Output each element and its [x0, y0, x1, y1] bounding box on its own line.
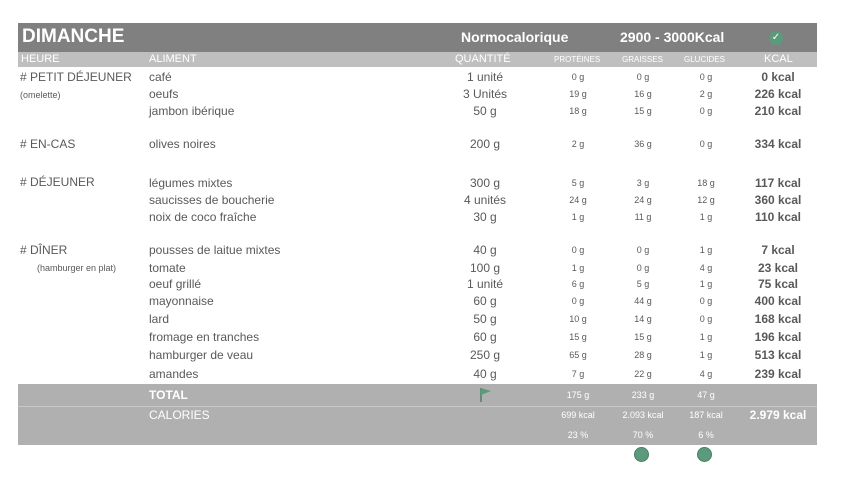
protein: 7 g [571, 369, 585, 379]
quantity: 50 g [473, 312, 497, 326]
quantity: 200 g [469, 137, 501, 151]
kcal: 400 kcal [754, 294, 802, 308]
carbs-percent: 6 % [698, 430, 714, 440]
col-aliment: ALIMENT [149, 53, 197, 65]
carbs: 1 g [699, 350, 713, 360]
diet-type: Normocalorique [461, 29, 569, 45]
quantity: 100 g [469, 261, 501, 275]
meal-note: (omelette) [20, 90, 61, 100]
carbs: 0 g [699, 139, 713, 149]
carbs: 0 g [699, 72, 713, 82]
food-name: oeufs [149, 87, 179, 101]
protein: 19 g [569, 89, 587, 99]
total-carbs: 47 g [697, 390, 715, 400]
carbs: 0 g [699, 314, 713, 324]
quantity: 250 g [469, 348, 501, 362]
carbs: 12 g [697, 195, 715, 205]
total-fat: 233 g [631, 390, 655, 400]
protein: 0 g [571, 296, 585, 306]
food-name: noix de coco fraîche [149, 210, 257, 224]
quantity: 40 g [473, 243, 497, 257]
food-name: hamburger de veau [149, 348, 254, 362]
food-name: saucisses de boucherie [149, 193, 275, 207]
quantity: 40 g [473, 367, 497, 381]
column-header-bar [18, 52, 817, 67]
protein: 0 g [571, 72, 585, 82]
fat: 0 g [636, 245, 650, 255]
green-dot-icon [697, 447, 712, 462]
kcal: 23 kcal [757, 261, 799, 275]
total-protein: 175 g [566, 390, 590, 400]
food-name: tomate [149, 261, 186, 275]
kcal: 513 kcal [754, 348, 802, 362]
fat: 16 g [634, 89, 652, 99]
food-name: légumes mixtes [149, 176, 233, 190]
green-dot-icon [634, 447, 649, 462]
protein: 0 g [571, 245, 585, 255]
fat: 11 g [634, 212, 652, 222]
flag-icon [479, 387, 493, 403]
food-name: lard [149, 312, 170, 326]
food-name: oeuf grillé [149, 277, 202, 291]
protein-percent: 23 % [567, 430, 589, 440]
fat: 22 g [634, 369, 652, 379]
fat-percent: 70 % [632, 430, 654, 440]
carbs: 18 g [697, 178, 715, 188]
quantity: 30 g [473, 210, 497, 224]
protein: 18 g [569, 106, 587, 116]
carbs: 4 g [699, 369, 713, 379]
fat: 14 g [634, 314, 652, 324]
carbs: 2 g [699, 89, 713, 99]
fat: 36 g [634, 139, 652, 149]
food-name: amandes [149, 367, 199, 381]
protein: 5 g [571, 178, 585, 188]
kcal: 334 kcal [754, 137, 802, 151]
col-heure: HEURE [21, 53, 60, 65]
food-name: olives noires [149, 137, 216, 151]
kcal: 0 kcal [761, 70, 795, 84]
kcal-range: 2900 - 3000Kcal [620, 29, 725, 45]
carbs-kcal: 187 kcal [689, 410, 723, 420]
fat-kcal: 2.093 kcal [622, 410, 664, 420]
carbs: 1 g [699, 245, 713, 255]
carbs: 0 g [699, 106, 713, 116]
protein: 65 g [569, 350, 587, 360]
kcal: 196 kcal [754, 330, 802, 344]
carbs: 0 g [699, 296, 713, 306]
food-name: mayonnaise [149, 294, 214, 308]
food-name: café [149, 70, 172, 84]
quantity: 1 unité [466, 70, 504, 84]
col-graisses: GRAISSES [622, 55, 663, 64]
fat: 44 g [634, 296, 652, 306]
meal-note: (hamburger en plat) [37, 263, 117, 273]
protein-kcal: 699 kcal [561, 410, 595, 420]
meal-label: # EN-CAS [20, 137, 76, 151]
quantity: 60 g [473, 294, 497, 308]
totals-divider [18, 406, 817, 407]
food-name: pousses de laitue mixtes [149, 243, 281, 257]
quantity: 50 g [473, 104, 497, 118]
protein: 15 g [569, 332, 587, 342]
col-quantite: QUANTITÉ [455, 53, 511, 65]
total-kcal: 2.979 kcal [749, 408, 807, 422]
kcal: 7 kcal [761, 243, 795, 257]
fat: 5 g [636, 279, 650, 289]
carbs: 1 g [699, 212, 713, 222]
day-title: DIMANCHE [22, 26, 125, 47]
kcal: 110 kcal [754, 210, 802, 224]
header-bar [18, 23, 817, 52]
col-proteines: PROTÉINES [554, 55, 601, 64]
protein: 10 g [569, 314, 587, 324]
carbs: 4 g [699, 263, 713, 273]
meal-label: # DÎNER [20, 243, 68, 257]
fat: 0 g [636, 72, 650, 82]
protein: 1 g [571, 263, 585, 273]
carbs: 1 g [699, 279, 713, 289]
meal-label: # PETIT DÉJEUNER [20, 70, 132, 84]
food-name: fromage en tranches [149, 330, 260, 344]
fat: 3 g [636, 178, 650, 188]
kcal: 210 kcal [754, 104, 802, 118]
protein: 1 g [571, 212, 585, 222]
kcal: 226 kcal [754, 87, 802, 101]
food-name: jambon ibérique [149, 104, 235, 118]
protein: 6 g [571, 279, 585, 289]
fat: 24 g [634, 195, 652, 205]
kcal: 239 kcal [754, 367, 802, 381]
fat: 15 g [634, 106, 652, 116]
quantity: 4 unités [463, 193, 507, 207]
col-kcal: KCAL [764, 53, 793, 65]
quantity: 1 unité [466, 277, 504, 291]
calories-label: CALORIES [149, 408, 210, 422]
kcal: 117 kcal [754, 176, 802, 190]
kcal: 75 kcal [757, 277, 799, 291]
total-label: TOTAL [149, 388, 188, 402]
fat: 15 g [634, 332, 652, 342]
carbs: 1 g [699, 332, 713, 342]
kcal: 168 kcal [754, 312, 802, 326]
fat: 0 g [636, 263, 650, 273]
meal-label: # DÉJEUNER [20, 175, 95, 189]
protein: 2 g [571, 139, 585, 149]
protein: 24 g [569, 195, 587, 205]
quantity: 60 g [473, 330, 497, 344]
kcal: 360 kcal [754, 193, 802, 207]
quantity: 300 g [469, 176, 501, 190]
quantity: 3 Unités [462, 87, 508, 101]
check-circle-icon: ✓ [769, 31, 783, 45]
fat: 28 g [634, 350, 652, 360]
col-glucides: GLUCIDES [684, 55, 725, 64]
